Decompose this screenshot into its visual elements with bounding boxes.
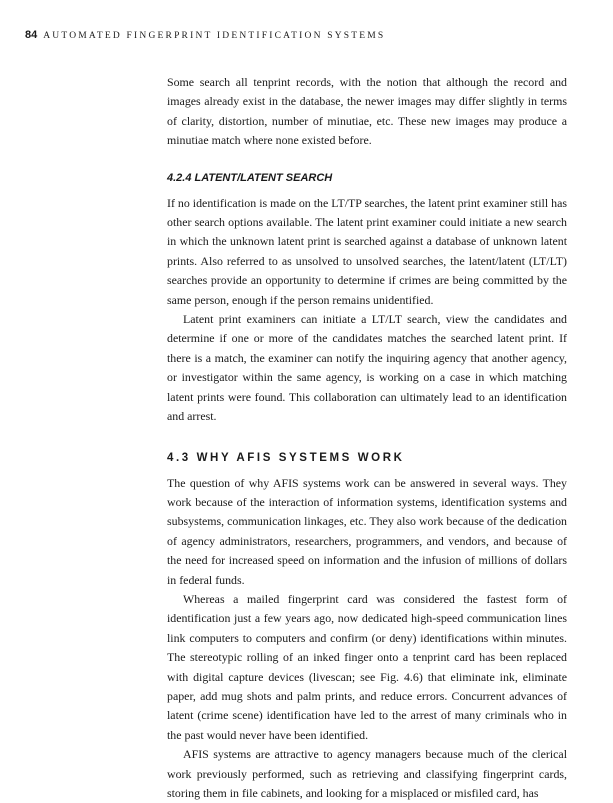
intro-paragraph: Some search all tenprint records, with the notion that although the record and images already exist in the database, the newer images may differ slightly in terms of clarity, distortion, number of minutiae, etc. These new images may produce a minutiae match where none existed before. <box>167 75 567 148</box>
paragraph: Latent print examiners can initiate a LT/LT search, view the candidates and determine if one or more of the candidates matches the searched latent print. If there is a match, the examiner can notify the inquiring agency that another agency, or investigator within the same agency, is working on a case in which matching latent prints were found. This collaboration can ultimately lead to an identification and arrest. <box>167 312 567 424</box>
paragraph: The question of why AFIS systems work can be answered in several ways. They work because of the interaction of information systems, identification systems and subsystems, communication linkages, etc. They also work because of the dedication of agency administrators, researchers, programmers, and vendors, and because of the need for increased speed on information and the infusion of millions of dollars in federal funds. <box>167 475 567 587</box>
paragraph: If no identification is made on the LT/TP searches, the latent print examiner still has other search options available. The latent print examiner could initiate a new search in which the unknown latent print is searched against a database of unknown latent prints. Also referred to as unsolved to unsolved searches, the latent/latent (LT/LT) searches provide an opportunity to determine if crimes are being committed by the same person, enough if the person remains unidentified. <box>167 195 567 307</box>
running-head <box>25 29 385 41</box>
section-heading-4-3: 4.3 WHY AFIS SYSTEMS WORK <box>167 451 405 464</box>
page-number: 84 <box>25 29 38 41</box>
running-title: AUTOMATED FINGERPRINT IDENTIFICATION SYSTEMS <box>43 31 386 41</box>
subsection-heading-4-2-4: 4.2.4 LATENT/LATENT SEARCH <box>167 171 333 184</box>
body-text <box>167 73 567 803</box>
paragraph: Whereas a mailed fingerprint card was considered the fastest form of identification just a few years ago, now dedicated high-speed communication lines link computers to computers and confirm (or deny) identifications within minutes. The stereotypic rolling of an inked finger onto a tenprint card has been replaced with digital capture devices (livescan; see Fig. 4.6) that eliminate ink, eliminate paper, add mug shots and palm prints, and reduce errors. Concurrent advances of latent (crime scene) identification have led to the arrest of many criminals who in the past would never have been identified. <box>167 591 567 742</box>
paragraph: AFIS systems are attractive to agency managers because much of the clerical work previously performed, such as retrieving and classifying fingerprint cards, storing them in file cabinets, and looking for a misplaced or misfiled card, has <box>167 747 567 800</box>
